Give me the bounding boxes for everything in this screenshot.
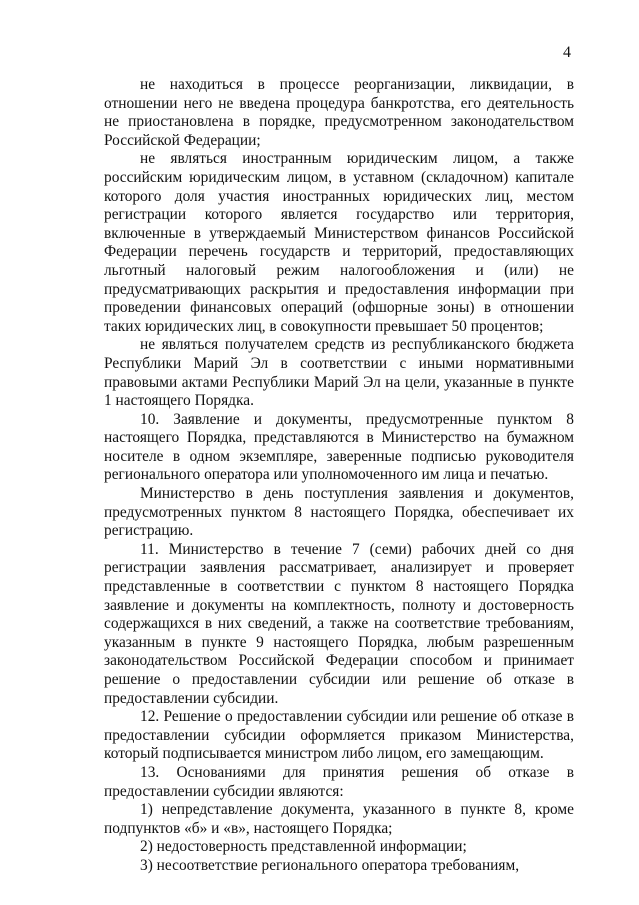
paragraph-item-12: 12. Решение о предоставлении субсидии или решение об отказе в предоставлении субсидии оформляется приказом Министерства, который подписывается министром либо лицом, его замещающим. <box>104 708 574 763</box>
paragraph-registration: Министерство в день поступления заявления и документов, предусмотренных пунктом 8 настоящего Порядка, обеспечивает их регистрацию. <box>104 485 574 540</box>
list-item-1: 1) непредставление документа, указанного в пункте 8, кроме подпунктов «б» и «в», настоящего Порядка; <box>104 801 574 837</box>
list-item-3: 3) несоответствие регионального оператора требованиям, <box>140 856 520 874</box>
paragraph-not-reorganization: не находиться в процессе реорганизации, ликвидации, в отношении него не введена процедура банкротства, его деятельность не приостановлена в порядке, предусмотренном законодательством Российской Федерации; <box>104 76 574 149</box>
list-item-2: 2) недостоверность представленной информации; <box>140 838 467 856</box>
paragraph-item-10: 10. Заявление и документы, предусмотренные пунктом 8 настоящего Порядка, представляются в Министерство на бумажном носителе в одном экземпляре, заверенные подписью руководителя регионального оператора или уполномоченного им лица и печатью. <box>104 410 574 484</box>
page-number: 4 <box>563 44 571 61</box>
paragraph-item-13: 13. Основаниями для принятия решения об отказе в предоставлении субсидии являются: <box>104 763 574 800</box>
document-body <box>104 76 574 876</box>
paragraph-item-11: 11. Министерство в течение 7 (семи) рабочих дней со дня регистрации заявления рассматривает, анализирует и проверяет представленные в соответствии с пунктом 8 настоящего Порядка заявление и документы на комплектность, полноту и достоверность содержащихся в них сведений, а также на соответствие требованиям, указанным в пункте 9 настоящего Порядка, любым разрешенным законодательством Российской Федерации способом и принимает решение о предоставлении субсидии или решение об отказе в предоставлении субсидии. <box>104 540 574 707</box>
paragraph-not-foreign-entity: не являться иностранным юридическим лицом, а также российским юридическим лицом, в уставном (складочном) капитале которого доля участия иностранных юридических лиц, местом регистрации которого является государство или территория, включенные в утверждаемый Министерством финансов Российской Федерации перечень государств и территорий, предоставляющих льготный налоговый режим налогообложения и (или) не предусматривающих раскрытия и предоставления информации при проведении финансовых операций (офшорные зоны) в отношении таких юридических лиц, в совокупности превышает 50 процентов; <box>104 150 574 335</box>
paragraph-not-budget-recipient: не являться получателем средств из республиканского бюджета Республики Марий Эл в соответствии с иными нормативными правовыми актами Республики Марий Эл на цели, указанные в пункте 1 настоящего Порядка. <box>104 336 574 410</box>
